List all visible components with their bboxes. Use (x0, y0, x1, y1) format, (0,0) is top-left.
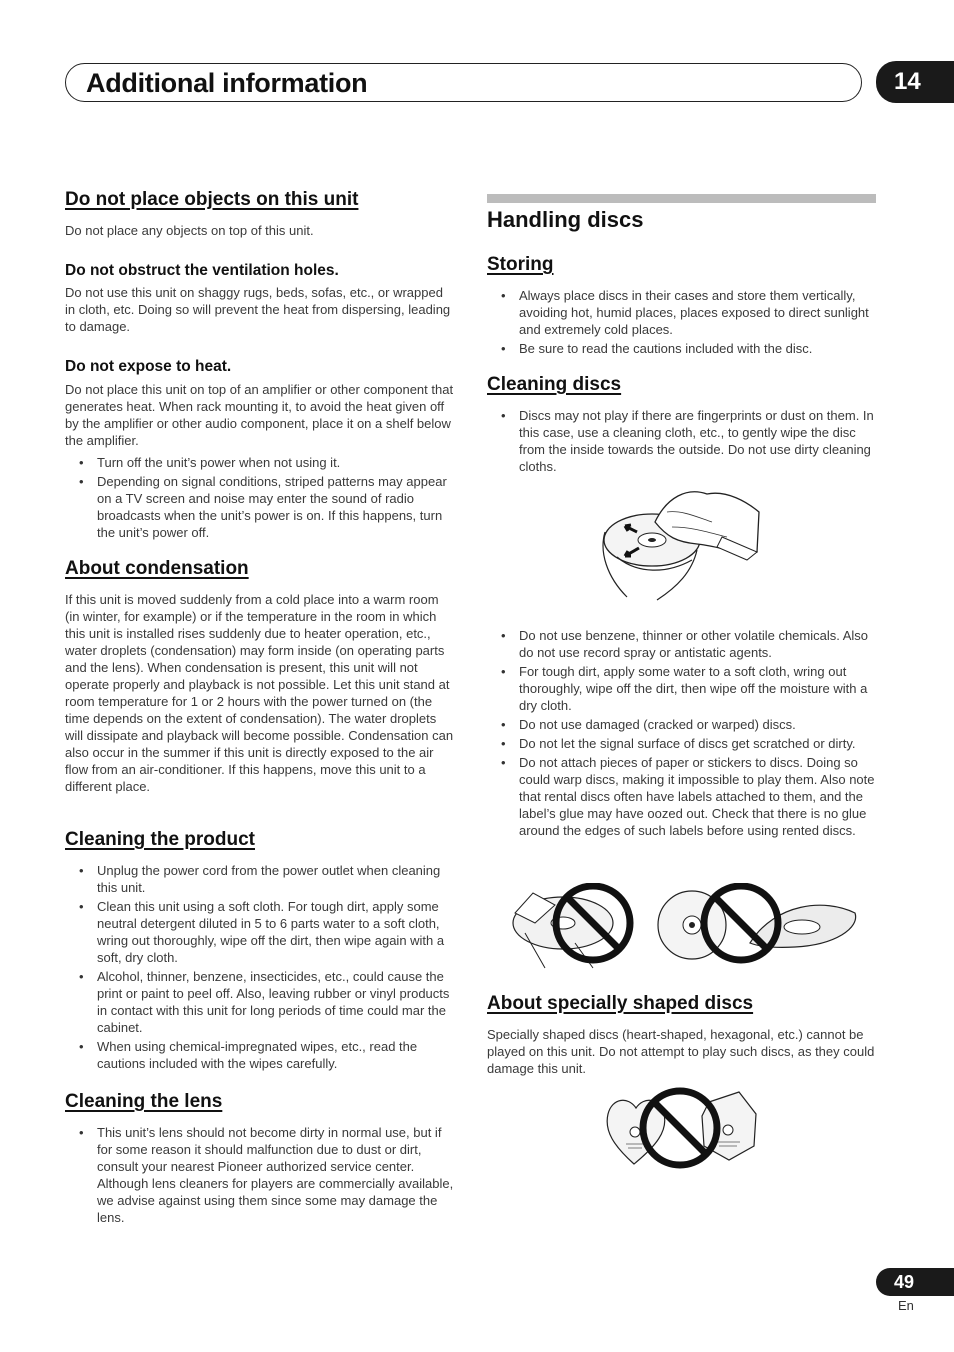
list-item: • This unit’s lens should not become dirty in normal use, but if for some reason it should malfunction due to dust or dirt, consult your nearest Pioneer authorized service center. Although lens cleaners for players are commercially available, we advise against using them since some may damage the lens. (65, 1124, 455, 1226)
language-code: En (898, 1298, 914, 1313)
list-item: • Do not use damaged (cracked or warped) discs. (487, 716, 877, 733)
heading-cleaning-lens: Cleaning the lens (65, 1091, 223, 1112)
list-storing (487, 287, 877, 359)
list-item: • When using chemical-impregnated wipes, etc., read the cautions included with the wipes carefully. (65, 1038, 455, 1072)
section-divider-bar (487, 194, 876, 203)
list-item: • Always place discs in their cases and store them vertically, avoiding hot, humid places, places exposed to direct sunlight and extremely cold places. (487, 287, 877, 338)
list-cleaning-discs (487, 407, 877, 477)
list-item: • Unplug the power cord from the power outlet when cleaning this unit. (65, 862, 455, 896)
text-objects: Do not place any objects on top of this unit. (65, 223, 314, 238)
list-item: • Do not attach pieces of paper or stickers to discs. Doing so could warp discs, making it impossible to play them. Also note that rental discs often have labels attached to them, and the label’s glue may have oozed out. Check that there is no glue around the edges of such labels before using rented discs. (487, 754, 877, 839)
list-item: • For tough dirt, apply some water to a soft cloth, wring out thoroughly, wipe off the dirt, then wipe off the moisture with a dry cloth. (487, 663, 877, 714)
chapter-number: 14 (876, 61, 954, 103)
list-item: • Alcohol, thinner, benzene, insecticides, etc., could cause the print or paint to peel off. Also, leaving rubber or vinyl products in contact with this unit for long periods of time could mar the cabinet. (65, 968, 455, 1036)
prohibited-damaged-discs-illustration (505, 883, 860, 971)
list-item: • Do not use benzene, thinner or other volatile chemicals. Also do not use record spray or antistatic agents. (487, 627, 877, 661)
list-item: • Depending on signal conditions, striped patterns may appear on a TV screen and noise may enter the sound of radio broadcasts when the unit’s power is on. If this happens, turn the unit’s power off. (65, 473, 455, 541)
heading-objects: Do not place objects on this unit (65, 189, 359, 210)
list-cleaning-product (65, 862, 455, 1074)
page-title: Additional information (86, 68, 368, 98)
chapter-header (65, 63, 862, 102)
list-cleaning-lens (65, 1124, 455, 1228)
list-item: • Do not let the signal surface of discs get scratched or dirty. (487, 735, 877, 752)
prohibited-shaped-discs-illustration (604, 1086, 760, 1170)
text-condensation: If this unit is moved suddenly from a cold place into a warm room (in winter, for example) or if the temperature in the room in which this unit is installed rises suddenly due to heater operation, etc., water droplets (condensation) may form inside (on operating parts and the lens). When condensation is present, this unit will not operate properly and playback is not possible. Let this unit stand at room temperature for 1 or 2 hours with the power turned on (the time depends on the extent of condensation). The water droplets will dissipate and playback will become possible. Condensation can also occur in the summer if this unit is directly exposed to the air flow from an air-conditioner. If this happens, move this unit to a different place. (65, 592, 454, 794)
heading-cleaning-discs: Cleaning discs (487, 374, 622, 395)
text-shaped-discs: Specially shaped discs (heart-shaped, hexagonal, etc.) cannot be played on this unit. Do not attempt to play such discs, as they could damage this unit. (487, 1027, 875, 1076)
list-cleaning-discs-cautions (487, 627, 877, 841)
list-item: • Turn off the unit’s power when not using it. (65, 454, 455, 471)
heading-storing: Storing (487, 254, 554, 275)
heading-shaped-discs: About specially shaped discs (487, 993, 754, 1014)
disc-wiping-illustration (597, 482, 767, 602)
section-title-handling-discs: Handling discs (487, 207, 644, 232)
subheading-ventilation: Do not obstruct the ventilation holes. (65, 262, 339, 279)
text-heat: Do not place this unit on top of an amplifier or other component that generates heat. When rack mounting it, to avoid the heat given off by the amplifier or other audio component, place it on a shelf below the amplifier. (65, 382, 454, 448)
list-heat (65, 454, 455, 543)
heading-cleaning-product: Cleaning the product (65, 829, 255, 850)
text-ventilation: Do not use this unit on shaggy rugs, beds, sofas, etc., or wrapped in cloth, etc. Doing so will prevent the heat from dispersing, leading to damage. (65, 285, 451, 334)
list-item: • Be sure to read the cautions included with the disc. (487, 340, 877, 357)
subheading-heat: Do not expose to heat. (65, 358, 232, 375)
page-number: 49 (876, 1268, 954, 1296)
heading-condensation: About condensation (65, 558, 249, 579)
list-item: • Clean this unit using a soft cloth. For tough dirt, apply some neutral detergent diluted in 5 to 6 parts water to a soft cloth, wring out thoroughly, wipe off the dirt, then wipe again with a soft, dry cloth. (65, 898, 455, 966)
list-item: • Discs may not play if there are fingerprints or dust on them. In this case, use a cleaning cloth, etc., to gently wipe the disc from the inside towards the outside. Do not use dirty cleaning cloths. (487, 407, 877, 475)
